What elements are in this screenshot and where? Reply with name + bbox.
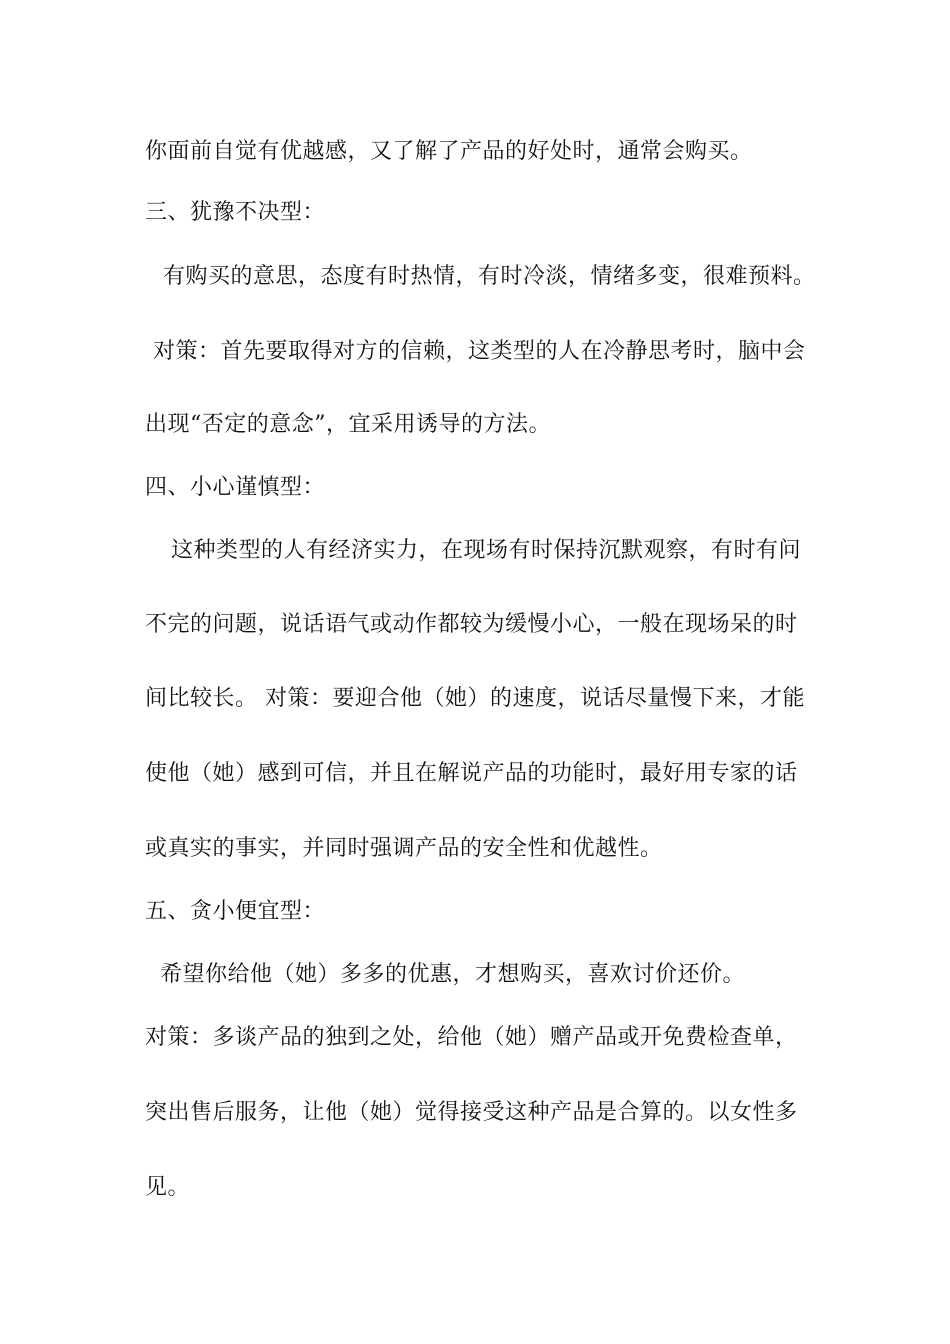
paragraph-line: 出现“否定的意念”，宜采用诱导的方法。 [145, 412, 551, 437]
paragraph-line: 突出售后服务，让他（她）觉得接受这种产品是合算的。以女性多 [145, 1100, 798, 1125]
paragraph-line: 这种类型的人有经济实力，在现场有时保持沉默观察，有时有问 [171, 538, 802, 563]
section-heading: 四、小心谨慎型： [145, 475, 326, 500]
paragraph-line: 你面前自觉有优越感，又了解了产品的好处时，通常会购买。 [145, 139, 753, 164]
paragraph-line: 或真实的事实，并同时强调产品的安全性和优越性。 [145, 836, 663, 861]
paragraph-line: 有购买的意思，态度有时热情，有时冷淡，情绪多变，很难预料。 [163, 264, 816, 289]
section-heading: 三、犹豫不决型： [145, 200, 326, 225]
paragraph-line: 对策：多谈产品的独到之处，给他（她）赠产品或开免费检查单， [145, 1025, 798, 1050]
paragraph-line: 不完的问题，说话语气或动作都较为缓慢小心，一般在现场呆的时 [145, 612, 798, 637]
paragraph-line: 间比较长。 对策：要迎合他（她）的速度，说话尽量慢下来，才能 [145, 686, 805, 711]
paragraph-line: 希望你给他（她）多多的优惠，才想购买，喜欢讨价还价。 [160, 962, 746, 987]
section-heading: 五、贪小便宜型： [145, 899, 326, 924]
paragraph-line: 使他（她）感到可信，并且在解说产品的功能时，最好用专家的话 [145, 761, 798, 786]
paragraph-line: 见。 [145, 1175, 191, 1200]
paragraph-line: 对策：首先要取得对方的信赖，这类型的人在冷静思考时，脑中会 [153, 339, 806, 364]
